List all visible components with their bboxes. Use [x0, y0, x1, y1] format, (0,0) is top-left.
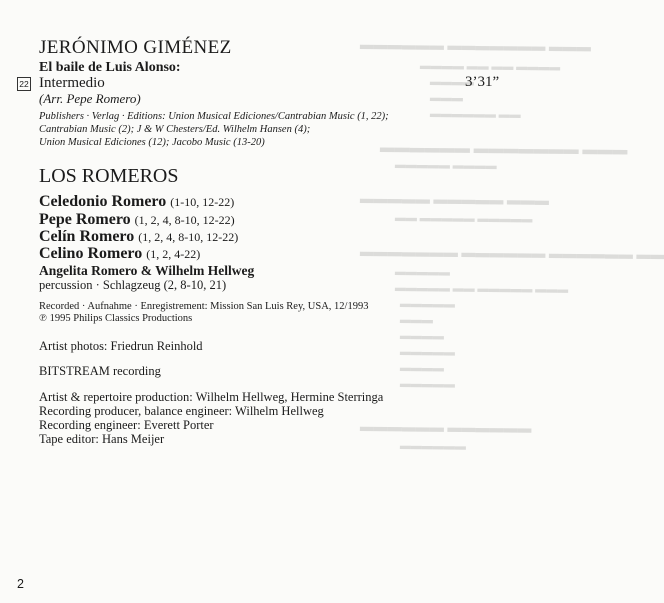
guest-performers: Angelita Romero & Wilhelm Hellweg: [39, 263, 255, 278]
performer-name: Pepe Romero: [39, 211, 131, 228]
page-number: 2: [17, 577, 24, 591]
performer-name: Celín Romero: [39, 228, 135, 245]
guest-instrument: percussion · Schlagzeug (2, 8-10, 21): [39, 278, 227, 292]
recording-info: Recorded · Aufnahme · Enregistrement: Mission San Luis Rey, USA, 12/1993: [39, 301, 369, 312]
work-title: El baile de Luis Alonso:: [39, 60, 181, 75]
performer-name: Celino Romero: [39, 245, 143, 262]
bitstream-note: BITSTREAM recording: [39, 364, 161, 378]
phonogram-notice: ℗ 1995 Philips Classics Productions: [39, 313, 193, 324]
performer-name: Celedonio Romero: [39, 193, 167, 210]
production-credit: Recording producer, balance engineer: Wilhelm Hellweg: [39, 404, 324, 418]
composer-name: JERÓNIMO GIMÉNEZ: [39, 37, 232, 58]
performer-tracks: (1, 2, 4-22): [146, 247, 201, 261]
publishers-line: Union Musical Ediciones (12); Jacobo Music (13-20): [39, 137, 265, 148]
track-number-badge: 22: [17, 77, 31, 91]
publishers-line: Cantrabian Music (2); J & W Chesters/Ed. Wilhelm Hansen (4);: [39, 124, 311, 135]
performer-tracks: (1, 2, 4, 8-10, 12-22): [138, 230, 239, 244]
production-credit: Tape editor: Hans Meijer: [39, 432, 165, 446]
movement-title: Intermedio: [39, 75, 105, 91]
photo-credit: Artist photos: Friedrun Reinhold: [39, 339, 203, 353]
production-credit: Artist & repertoire production: Wilhelm Hellweg, Hermine Sterringa: [39, 390, 384, 404]
show-through-background: ▬▬▬▬▬▬ ▬▬▬▬▬▬▬ ▬▬▬ ▬▬▬▬ ▬▬ ▬▬ ▬▬▬▬ ▬▬▬▬ ▬▬▬ ▬▬▬▬▬▬ ▬▬ ▬▬▬▬▬▬ ▬▬▬▬▬▬▬ ▬▬▬ ▬▬▬▬▬ ▬▬▬▬ ▬▬▬▬▬ ▬▬▬▬▬ ▬▬▬ ▬▬ ▬▬▬▬▬ ▬▬▬▬▬ ▬▬▬▬▬▬▬ ▬▬▬▬▬▬ ▬▬▬▬▬▬ ▬▬ ▬▬▬▬▬ ▬▬▬▬▬ ▬▬ ▬▬▬▬▬ ▬▬▬ ▬▬▬▬▬ ▬▬▬ ▬▬▬▬ ▬▬▬▬▬ ▬▬▬▬ ▬▬▬▬▬ ▬▬▬▬▬▬ ▬▬▬▬▬▬ ▬▬▬▬▬▬: [359, 38, 664, 453]
performer: [39, 228, 238, 246]
performer-tracks: (1, 2, 4, 8-10, 12-22): [134, 213, 235, 227]
performer-tracks: (1-10, 12-22): [170, 195, 235, 209]
publishers-line: Publishers · Verlag · Editions: Union Musical Ediciones/Cantrabian Music (1, 22);: [39, 111, 389, 122]
track-duration: 3’31”: [465, 74, 500, 90]
arranger-credit: (Arr. Pepe Romero): [39, 91, 141, 106]
performer: [39, 193, 234, 211]
production-credit: Recording engineer: Everett Porter: [39, 418, 214, 432]
ensemble-name: LOS ROMEROS: [39, 165, 179, 187]
performer: [39, 211, 235, 229]
performer: [39, 245, 200, 263]
